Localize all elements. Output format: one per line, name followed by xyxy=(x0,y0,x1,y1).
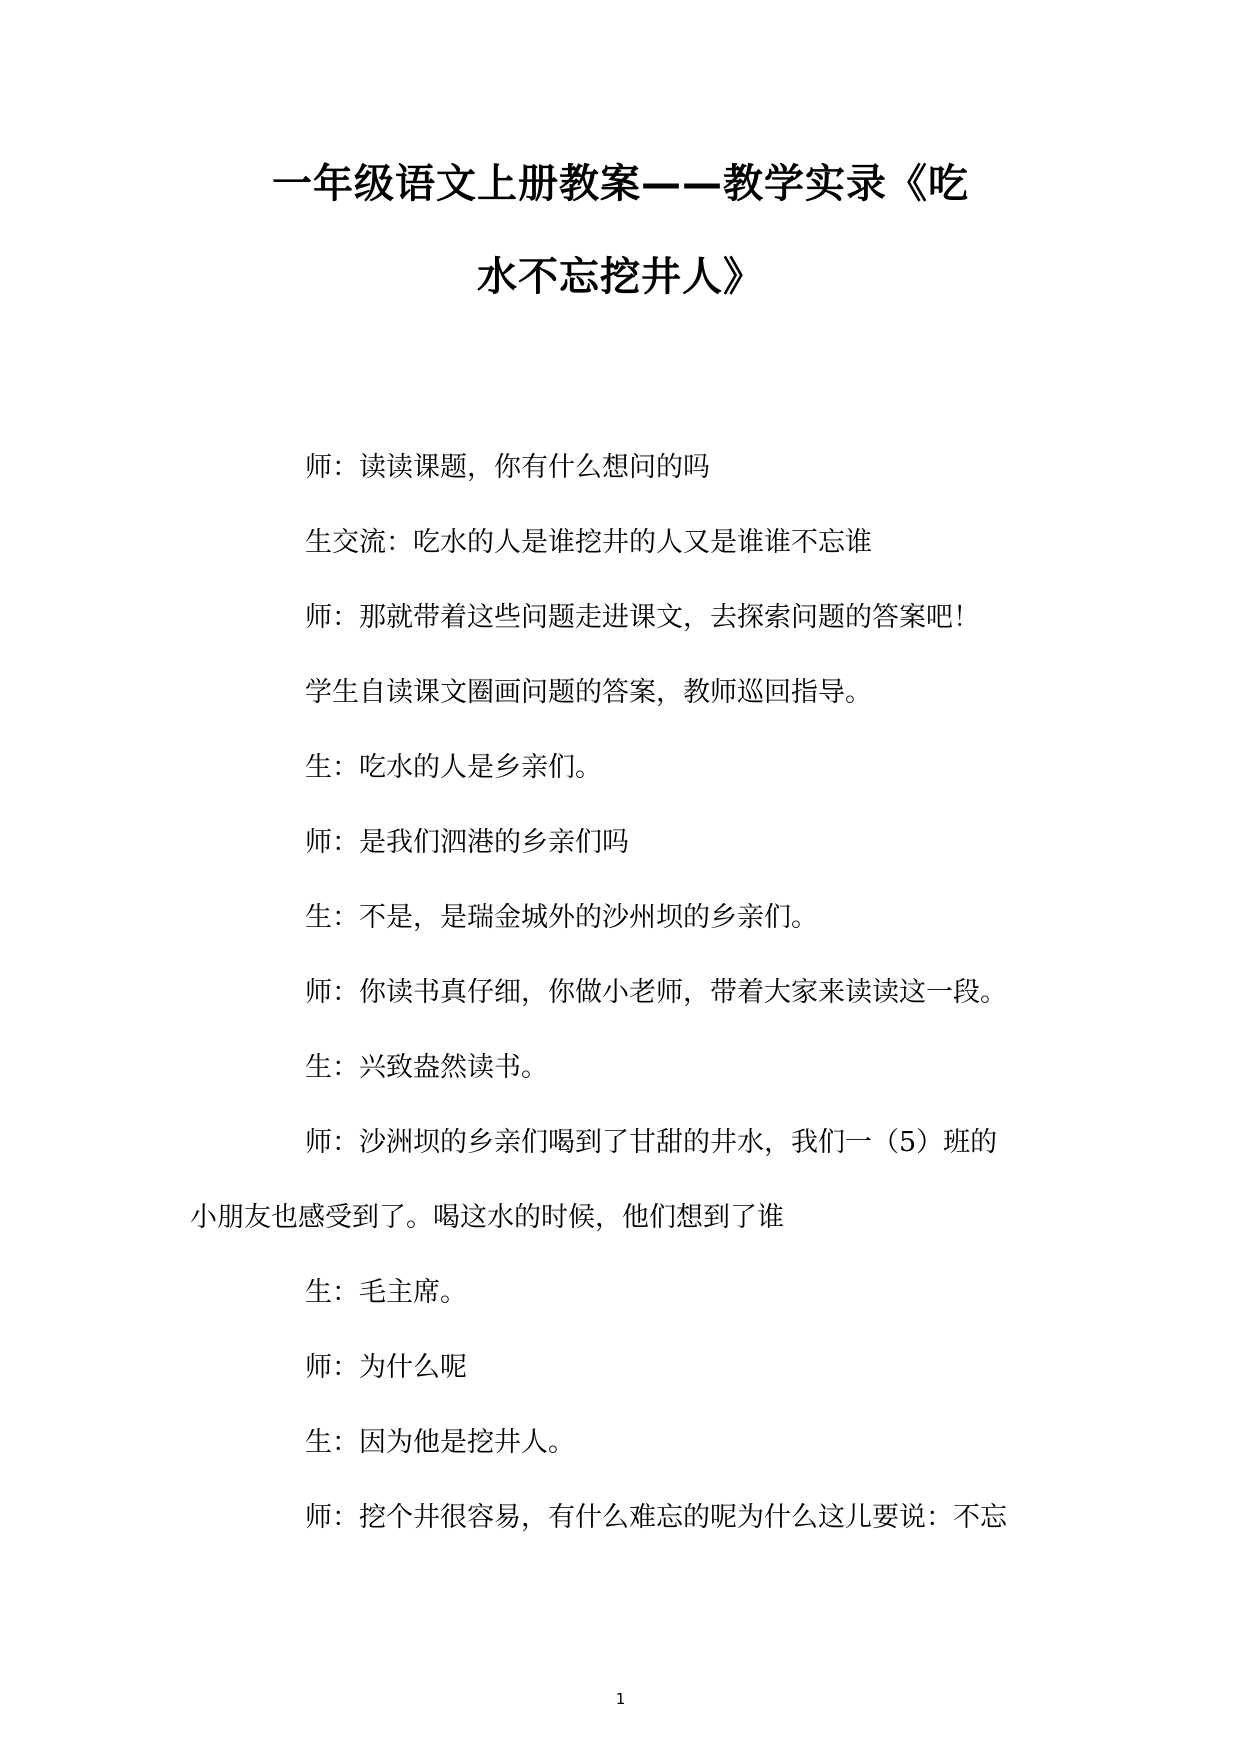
paragraph-text: 师：挖个井很容易，有什么难忘的呢为什么这儿要说：不忘 xyxy=(305,1502,1007,1533)
paragraph xyxy=(190,1405,1090,1480)
paragraph-text: 师：沙洲坝的乡亲们喝到了甘甜的井水，我们一（5）班的 xyxy=(305,1127,998,1158)
paragraph-text: 生：毛主席。 xyxy=(305,1277,467,1308)
page-number: 1 xyxy=(615,1690,626,1708)
paragraph xyxy=(190,955,1090,1030)
paragraph-text: 师：是我们泗港的乡亲们吗 xyxy=(305,827,629,858)
paragraph xyxy=(190,1330,1090,1405)
paragraph-text: 生：不是，是瑞金城外的沙州坝的乡亲们。 xyxy=(305,902,818,933)
paragraph-text: 生：因为他是挖井人。 xyxy=(305,1427,575,1458)
paragraph-text: 小朋友也感受到了。喝这水的时候，他们想到了谁 xyxy=(190,1202,784,1233)
paragraph-text: 师：你读书真仔细，你做小老师，带着大家来读读这一段。 xyxy=(305,977,1007,1008)
paragraph xyxy=(190,730,1090,805)
paragraph xyxy=(190,1105,1090,1180)
document-title-line-2: 水不忘挖井人》 xyxy=(477,254,764,300)
paragraph xyxy=(190,505,1090,580)
paragraph xyxy=(190,805,1090,880)
paragraph-text: 师：为什么呢 xyxy=(305,1352,467,1383)
paragraph xyxy=(190,430,1090,505)
paragraph-continuation xyxy=(190,1180,1090,1255)
paragraph xyxy=(190,1255,1090,1330)
document-title-line-1: 一年级语文上册教案——教学实录《吃 xyxy=(272,161,969,207)
paragraph-text: 生交流：吃水的人是谁挖井的人又是谁谁不忘谁 xyxy=(305,527,872,558)
paragraph-text: 师：读读课题，你有什么想问的吗 xyxy=(305,452,710,483)
paragraph xyxy=(190,1480,1090,1555)
paragraph-text: 学生自读课文圈画问题的答案，教师巡回指导。 xyxy=(305,677,872,708)
paragraph-text: 生：吃水的人是乡亲们。 xyxy=(305,752,602,783)
paragraph-text: 师：那就带着这些问题走进课文，去探索问题的答案吧！ xyxy=(305,602,980,633)
paragraph xyxy=(190,880,1090,955)
paragraph xyxy=(190,655,1090,730)
paragraph xyxy=(190,580,1090,655)
paragraph xyxy=(190,1030,1090,1105)
paragraph-text: 生：兴致盎然读书。 xyxy=(305,1052,548,1083)
